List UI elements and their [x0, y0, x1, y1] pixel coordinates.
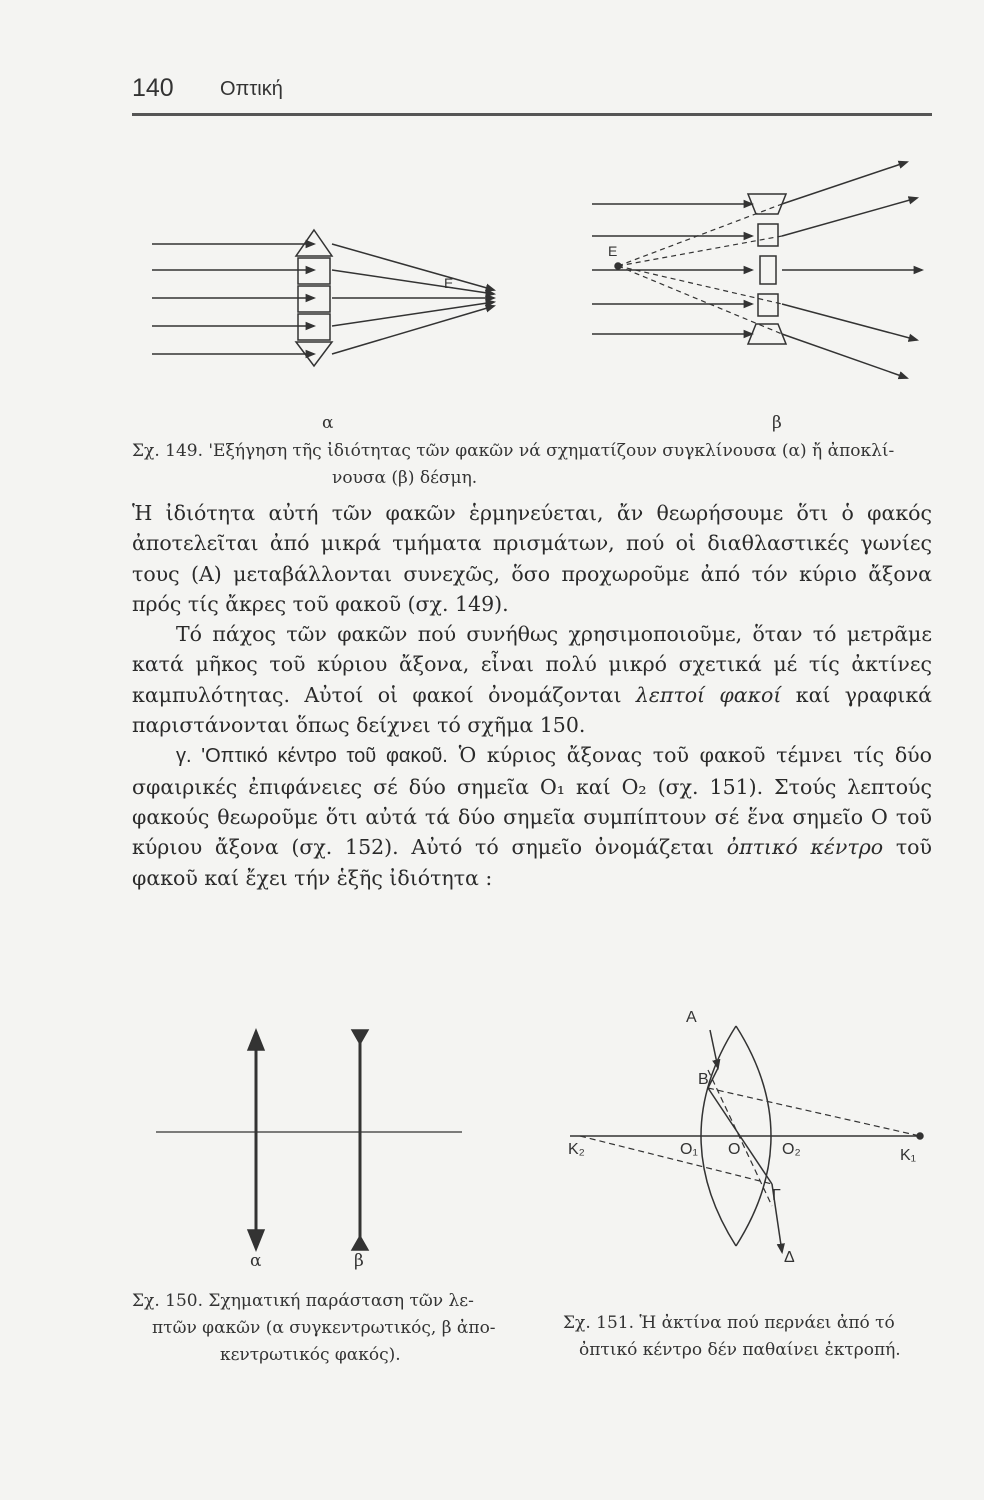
figure-150-caption: [132, 1288, 512, 1369]
figure-151-caption-line1: Σχ. 151. Ἡ ἀκτίνα πού περνάει ἀπό τό: [563, 1313, 895, 1333]
figure-150-label-b: β: [354, 1251, 364, 1270]
figure-150: [150, 1020, 480, 1270]
figure-149a-converging: [152, 230, 494, 366]
running-title: Οπτική: [220, 78, 283, 100]
paragraph-3-text-end: τοῦ φακοῦ καί ἔχει τήν ἑξῆς ἰδιότητα :: [132, 835, 932, 890]
figure-149b-point-e: E: [608, 243, 618, 259]
paragraph-2-text-end: καί γραφικά παριστάνονται ὅπως δείχνει τό σχῆμα 150.: [132, 682, 932, 738]
page-header: [132, 70, 932, 110]
paragraph-2-text: Τό πάχος τῶν φακῶν πού συνήθως χρησιμοποιοῦμε, ὅταν τό μετρᾶμε κατά μῆκος τοῦ κύριου ἄξονα, εἶναι πολύ μικρό σχετικά μέ τίς ἀκτίνες καμπυλότητας. Αὐτοί οἱ φακοί ὀνομάζονται: [132, 622, 932, 707]
figure-149b-diverging: [592, 162, 922, 378]
figure-151-point-k2: K₂: [568, 1141, 585, 1158]
figure-151-point-o1: O₁: [680, 1141, 698, 1158]
figure-151-point-delta: Δ: [784, 1249, 795, 1266]
figure-149-label-b: β: [772, 413, 782, 433]
section-heading-optical-center: γ. 'Οπτικό κέντρο τοῦ φακοῦ.: [176, 745, 448, 768]
figure-149-caption-line2: νουσα (β) δέσμη.: [332, 468, 478, 488]
figure-150-caption-line3: κεντρωτικός φακός).: [220, 1345, 401, 1365]
figure-150-caption-line1: Σχ. 150. Σχηματική παράσταση τῶν λε-: [132, 1291, 474, 1311]
figure-149-label-a: α: [322, 413, 334, 433]
figure-151-caption: [563, 1310, 933, 1364]
paragraph-3-text: Ὁ κύριος ἄξονας τοῦ φακοῦ τέμνει τίς δύο σφαιρικές ἐπιφάνειες σέ δύο σημεῖα O₁ καί O₂ (σχ. 151). Στούς λεπτούς φακούς θεωροῦμε ὅτι αὐτά τά δύο σημεῖα συμπίπτουν σέ ἕνα σημεῖο O τοῦ κύριου ἄξονα (σχ. 152). Αὐτό τό σημεῖο ὀνομάζεται: [132, 743, 932, 860]
figure-149-caption: [132, 438, 932, 492]
figure-151-caption-line2: ὀπτικό κέντρο δέν παθαίνει ἐκτροπή.: [579, 1340, 901, 1360]
figure-151-point-gamma: Γ: [772, 1187, 781, 1204]
figure-151-point-b: B: [698, 1071, 709, 1088]
paragraph-2: [132, 619, 932, 740]
term-thin-lenses: λεπτοί φακοί: [635, 682, 782, 707]
figure-151-point-o: O: [728, 1141, 741, 1158]
figure-150-caption-line2: πτῶν φακῶν (α συγκεντρωτικός, β ἀπο-: [152, 1318, 496, 1338]
figure-151-point-k1: K₁: [900, 1147, 917, 1164]
term-optical-center: ὀπτικό κέντρο: [726, 835, 884, 860]
paragraph-1: Ἡ ἰδιότητα αὐτή τῶν φακῶν ἑρμηνεύεται, ἄν θεωρήσουμε ὅτι ὁ φακός ἀποτελεῖται ἀπό μικρά τμήματα πρισμάτων, πού οἱ διαθλαστικές γωνίες τους (Α) μεταβάλλονται συνεχῶς, ὅσο προχωροῦμε ἀπό τόν κύριο ἄξονα πρός τίς ἄκρες τοῦ φακοῦ (σχ. 149).: [132, 501, 932, 616]
page-number: 140: [132, 74, 174, 102]
header-rule: [132, 113, 932, 116]
figure-151-point-a: A: [686, 1009, 697, 1026]
figure-151: [560, 1000, 932, 1280]
figure-149-caption-line1: Σχ. 149. 'Εξήγηση τῆς ἰδιότητας τῶν φακῶν νά σχηματίζουν συγκλίνουσα (α) ἤ ἀποκλί-: [132, 441, 895, 461]
paragraph-3: [132, 740, 932, 892]
figure-151-point-o2: O₂: [782, 1141, 801, 1158]
figure-150-label-a: α: [250, 1251, 262, 1270]
figure-149a-point-e: E: [444, 275, 454, 291]
body-text: [132, 498, 932, 893]
figure-149: [132, 160, 932, 440]
